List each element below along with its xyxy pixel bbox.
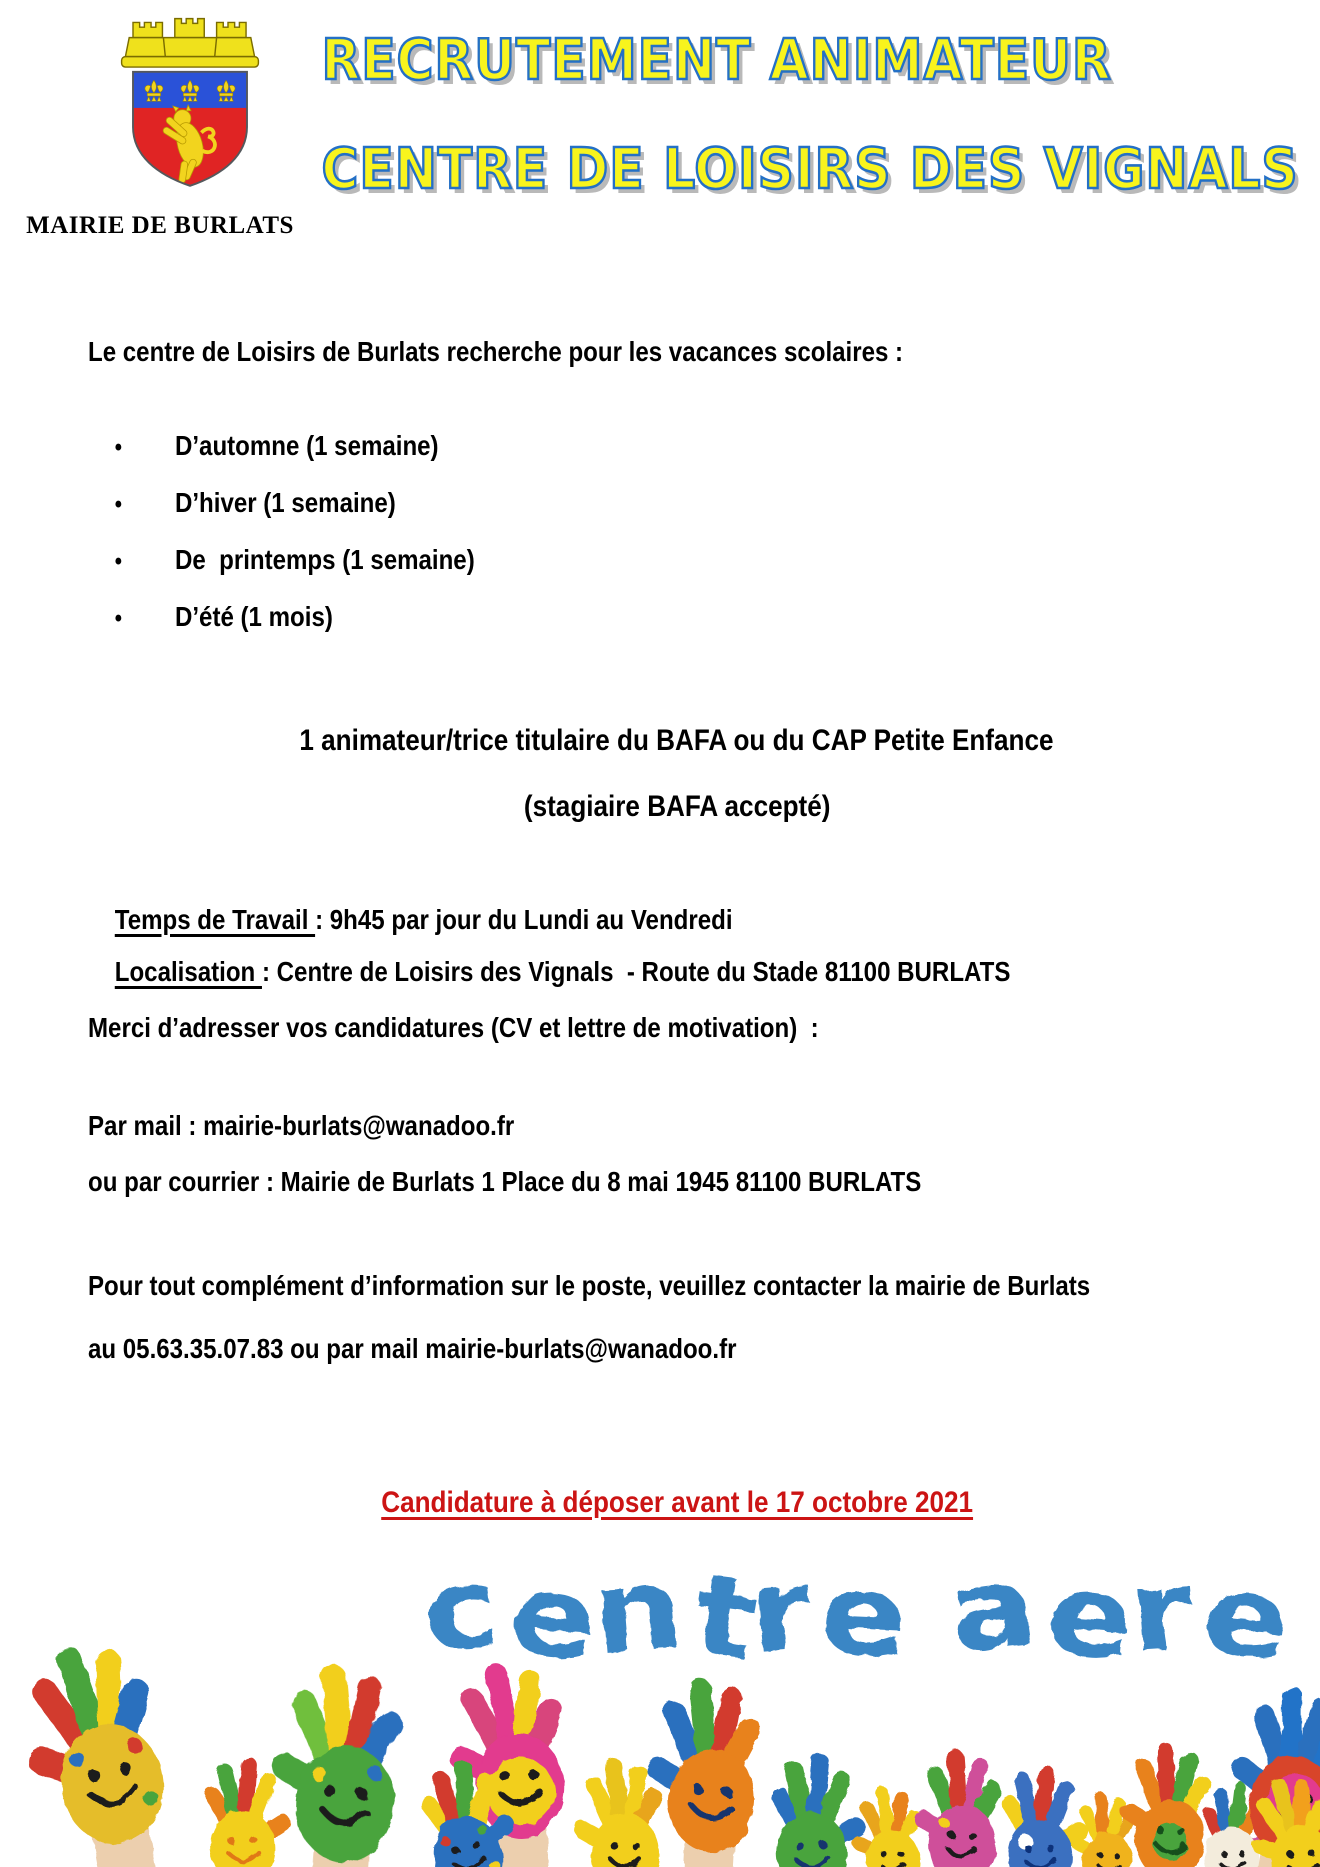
mural-crown	[122, 19, 259, 67]
info-line-1: Pour tout complément d’information sur le poste, veuillez contacter la mairie de Burlats	[88, 1270, 1091, 1301]
apply-intro-line: Merci d’adresser vos candidatures (CV et lettre de motivation) :	[88, 1012, 819, 1043]
centre-aere-caption: centre aere	[417, 1556, 1289, 1688]
bullet-label: D’été (1 mois)	[174, 601, 333, 632]
intro-line: Le centre de Loisirs de Burlats recherche pour les vacances scolaires :	[88, 336, 904, 367]
position-heading: 1 animateur/trice titulaire du BAFA ou du CAP Petite Enfance	[299, 724, 1054, 757]
bullet-icon: •	[114, 548, 122, 575]
org-name: MAIRIE DE BURLATS	[26, 212, 294, 239]
bullet-label: D’automne (1 semaine)	[174, 430, 439, 461]
work-time-value: : 9h45 par jour du Lundi au Vendredi	[315, 904, 733, 936]
bullet-icon: •	[114, 491, 122, 518]
deadline-line	[0, 1452, 1320, 1554]
painted-hands-picture	[0, 1556, 1320, 1867]
burlats-coat-of-arms-logo	[95, 10, 285, 202]
title-line-2: CENTRE DE LOISIRS DES VIGNALS	[321, 137, 1299, 202]
bullet-icon: •	[114, 605, 122, 632]
info-line-2: au 05.63.35.07.83 ou par mail mairie-burlats@wanadoo.fr	[88, 1333, 737, 1364]
work-time-label: Temps de Travail	[114, 904, 316, 936]
position-subheading: (stagiaire BAFA accepté)	[523, 790, 830, 823]
mail-line: Par mail : mairie-burlats@wanadoo.fr	[88, 1110, 515, 1141]
bullet-label: D’hiver (1 semaine)	[174, 487, 396, 518]
shield	[133, 72, 247, 188]
bullet-item-summer	[88, 569, 333, 665]
flyer-title	[280, 28, 1299, 202]
courier-line: ou par courrier : Mairie de Burlats 1 Place du 8 mai 1945 81100 BURLATS	[88, 1166, 922, 1197]
location-label: Localisation	[114, 956, 262, 988]
deadline-text: Candidature à déposer avant le 17 octobre 2021	[380, 1486, 973, 1519]
title-line-1: RECRUTEMENT ANIMATEUR	[321, 28, 1112, 93]
location-value: : Centre de Loisirs des Vignals - Route du Stade 81100 BURLATS	[261, 956, 1011, 988]
bullet-label: De printemps (1 semaine)	[174, 544, 475, 575]
bullet-icon: •	[114, 434, 122, 461]
location-line	[88, 924, 1010, 1021]
